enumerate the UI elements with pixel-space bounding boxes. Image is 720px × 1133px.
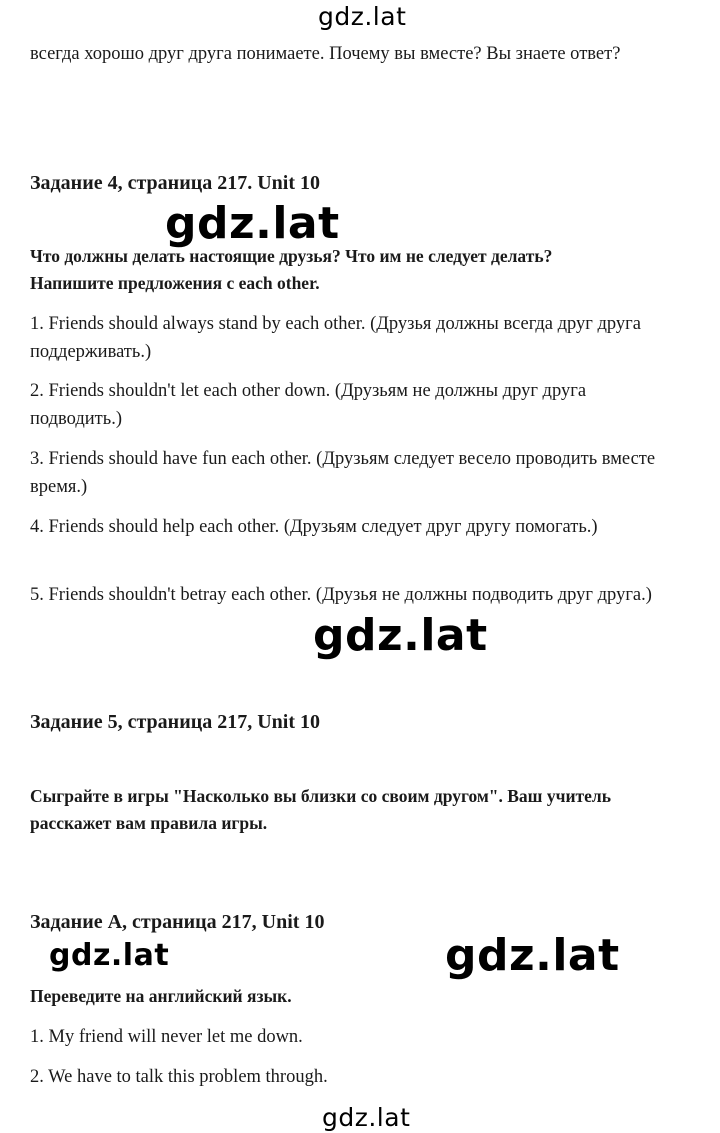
sectionA-heading: Задание A, страница 217, Unit 10 [30,911,325,933]
section5-task: Сыграйте в игры "Насколько вы близки со своим другом". Ваш учитель расскажет вам правила игры. [30,786,611,833]
sectionA-task: Переведите на английский язык. [30,986,292,1006]
watermark-top: gdz.lat [318,2,407,31]
watermark-upper-middle: gdz.lat [165,198,340,249]
sectionA-item-2: 2. We have to talk this problem through. [30,1067,328,1087]
section5-heading: Задание 5, страница 217, Unit 10 [30,711,321,733]
section4-item-4: 4. Friends should help each other. (Друзьям следует друг другу помогать.) [30,517,598,537]
intro-paragraph: всегда хорошо друг друга понимаете. Почему вы вместе? Вы знаете ответ? [30,44,621,64]
watermark-lower-right: gdz.lat [445,930,620,981]
section4-item-1: 1. Friends should always stand by each other. (Друзья должны всегда друг друга поддерживать.) [30,314,641,362]
section4-item-5: 5. Friends shouldn't betray each other. (Друзья не должны подводить друг друга.) [30,585,652,605]
section4-heading: Задание 4, страница 217. Unit 10 [30,172,321,194]
section4-item-2: 2. Friends shouldn't let each other down. (Друзьям не должны друг друга подводить.) [30,381,587,429]
watermark-bottom: gdz.lat [322,1103,411,1132]
watermark-lower-left: gdz.lat [49,938,170,973]
sectionA-item-1: 1. My friend will never let me down. [30,1027,303,1047]
section4-task: Что должны делать настоящие друзья? Что им не следует делать? Напишите предложения с each other. [30,246,553,293]
section4-item-3: 3. Friends should have fun each other. (Друзьям следует весело проводить вместе время.) [30,449,656,497]
watermark-middle: gdz.lat [313,610,488,661]
